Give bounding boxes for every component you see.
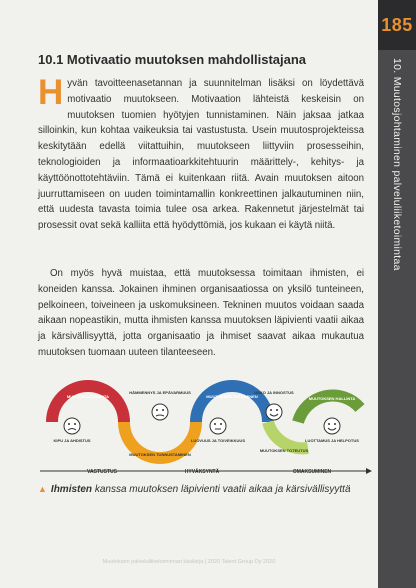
paragraph-1-text: yvän tavoitteenasetannan ja suunnitelman lisäksi on löydettävä motivaatio muutokseen. Motivaation lähteistä keskeisin on muutoksen tuomien hyötyjen tunnistaminen. Näin jaksaa jatkaa silloinkin, kun kohtaa vaikeuksia tai vastustusta. Usein muutosprojekteissa keskitytään edellä viitattuihin, muutokseen liittyviin prosesseihin, teknologioiden ja informaatioarkkitehtuurin määrittely-, kehitys- ja käyttöönottotehtäviin. Tämä ei kuitenkaan riitä. Avain muutoksen aitoon juurruttamiseen on uuden toimintamallin konkreettinen jalkautuminen niin, että uudesta tavasta toimia tulee osa arkea. Rakennetut järjestelmät tai prosessit ovat sekä kalliita että hyödyttömiä, jos kukaan ei käytä niitä. bbox=[38, 78, 364, 232]
drop-cap: H bbox=[38, 73, 64, 112]
caption-triangle-icon: ▲ bbox=[38, 484, 47, 494]
paragraph-1 bbox=[38, 73, 364, 234]
arc-label-3: MUUTOKSEN TUTKIMINEN bbox=[206, 394, 258, 399]
timeline-arrow bbox=[366, 468, 372, 474]
face-hopeful-icon bbox=[210, 418, 226, 434]
face-sad-icon bbox=[64, 418, 80, 434]
face-label-3: LUOVUUS JA TOIVEIKKUUS bbox=[190, 438, 246, 443]
chapter-title-vertical bbox=[378, 58, 416, 398]
face-relieved-icon bbox=[324, 418, 340, 434]
arc-red bbox=[52, 386, 124, 422]
face-label-5: LUOTTAMUS JA HELPOTUS bbox=[305, 438, 359, 443]
arc-label-2: MUUTOKSEN TUNNUSTAMINEN bbox=[129, 452, 191, 457]
timeline-label-2: HYVÄKSYNTÄ bbox=[184, 469, 220, 475]
face-confused-icon bbox=[152, 404, 168, 420]
face-label-2: HÄMMENNYS JA EPÄVARMUUS bbox=[129, 390, 191, 395]
face-label-1: KIPU JA AHDISTUS bbox=[53, 438, 91, 443]
arc-lightgreen bbox=[268, 422, 308, 448]
chapter-title-text: 10. Muutosjohtaminen palveluliiketoimintaa bbox=[391, 58, 403, 271]
change-curve-figure bbox=[32, 378, 372, 478]
timeline-label-3: OMAKSUMINEN bbox=[292, 469, 332, 475]
page-number-box bbox=[378, 0, 416, 50]
caption-text: kanssa muutoksen läpivienti vaatii aikaa ja kärsivällisyyttä bbox=[92, 484, 351, 495]
figure-caption bbox=[38, 482, 358, 497]
arc-label-1: MUUTOSVASTARINTA bbox=[66, 394, 110, 399]
arc-label-5: MUUTOKSEN HALLINTA bbox=[308, 396, 356, 401]
face-label-4: USKO JA INNOSTUS bbox=[254, 390, 294, 395]
page-number: 185 bbox=[381, 14, 413, 35]
face-happy-icon bbox=[266, 404, 282, 420]
timeline-label-1: VASTUSTUS bbox=[87, 469, 117, 475]
arc-label-4: MUUTOKSEN TOTEUTUS bbox=[259, 448, 309, 453]
section-heading: 10.1 Motivaatio muutoksen mahdollistajana bbox=[38, 52, 307, 67]
footer: Muutoksen palveluliiketoiminnan käsikirja | 2020 Talent Group Oy 2020 bbox=[102, 559, 276, 565]
paragraph-2: On myös hyvä muistaa, että muutoksessa toimitaan ihmisten, ei koneiden kanssa. Jokainen ihminen organisaatiossa on yksilö tunteineen, pelkoineen, toiveineen ja uskomuksineen. Tekninen muutos voidaan saada aikaan nopeastikin, mutta ihmisten kanssa muutoksen läpivienti vaatii aikaa ja kärsivällisyyttä, jotta organisaatio ja ihmiset saavat aikaa mukautua muutoksen tuomaan uuteen tilanteeseen. bbox=[38, 268, 364, 358]
caption-bold: Ihmisten bbox=[50, 484, 93, 495]
